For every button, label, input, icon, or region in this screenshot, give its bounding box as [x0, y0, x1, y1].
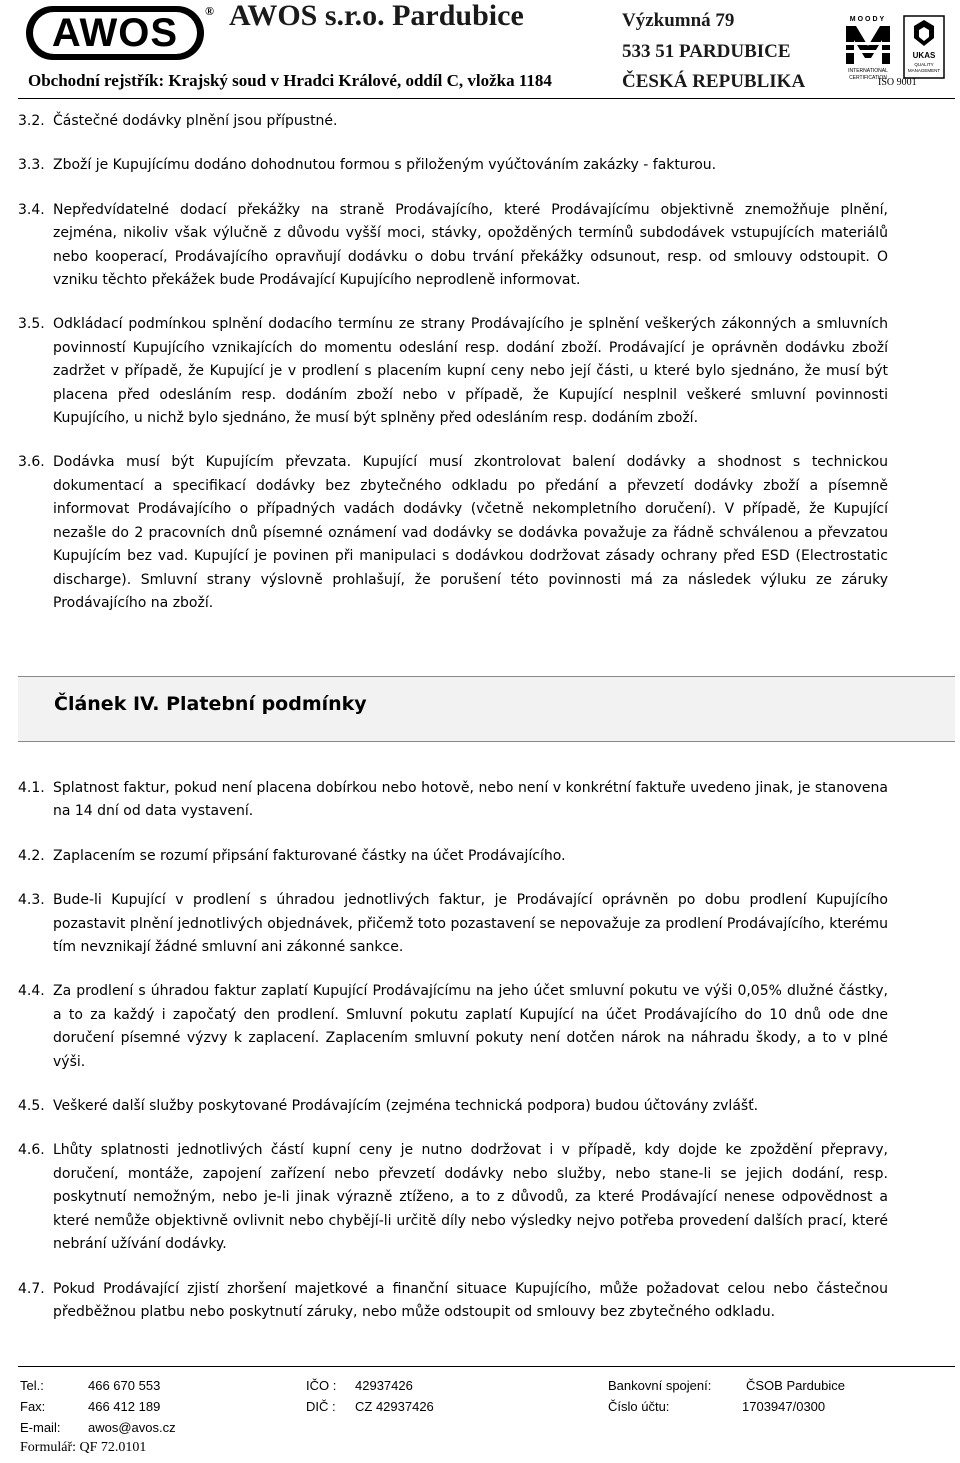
clause-text: Částečné dodávky plnění jsou přípustné. [53, 113, 338, 129]
cert-management-text: MANAGEMENT [907, 68, 941, 73]
clause-text: Zboží je Kupujícímu dodáno dohodnutou formou s přiloženým vyúčtováním zakázky - fakturou. [53, 157, 717, 174]
footer-rule [18, 1366, 955, 1367]
logo-text: AWOS [51, 11, 179, 55]
article-heading-box [18, 676, 955, 742]
clause-text: Za prodlení s úhradou faktur zaplatí Kupující Prodávajícímu na jeho účet smluvní pokutu ve výši 0,05% dlužné částky, a to za každý i započatý den prodlení. Smluvní pokutu zaplatí Kupující na účet Prodávajícího do 10 dnů ode dne doručení písemné výzvy k zaplacení. Zaplacením smluvní pokuty není dotčen nárok na náhradu škody, a to v plné výši. [53, 983, 888, 1070]
clause-number: 3.2. [18, 113, 45, 129]
clause-text: Zaplacením se rozumí připsání fakturované částky na účet Prodávajícího. [53, 847, 566, 864]
ico-label: IČO : [306, 1378, 337, 1393]
clause-number: 4.4. [18, 983, 45, 1000]
clause-4-4 [18, 980, 888, 1074]
clause-text: Veškeré další služby poskytované Prodávajícím (zejména technická podpora) budou účtovány zvlášť. [53, 1098, 759, 1115]
cert-ukas-text: UKAS [912, 51, 936, 60]
account-label: Číslo účtu: [608, 1399, 670, 1414]
clause-number: 4.3. [18, 892, 45, 909]
clause-number: 4.7. [18, 1280, 45, 1297]
registry-info: Obchodní rejstřík: Krajský soud v Hradci Králové, oddíl C, vložka 1184 [28, 71, 552, 90]
bank-value: ČSOB Pardubice [746, 1378, 845, 1393]
clause-3-6 [18, 451, 888, 615]
clause-4-1 [18, 777, 888, 824]
document-header [0, 0, 960, 98]
email-value: awos@avos.cz [88, 1420, 176, 1435]
dic-label: DIČ : [306, 1399, 336, 1414]
cert-certification-text: CERTIFICATION [849, 75, 887, 81]
address-street: Výzkumná 79 [622, 10, 735, 31]
clause-text: Odkládací podmínkou splnění dodacího termínu ze strany Prodávajícího je splnění veškerých zákonných a smluvních povinností Kupujícího vznikajících do momentu odeslání resp. dodání zboží. Prodávající je oprávněn dodávku zboží zadržet v případě, že Kupující je v prodlení s placením kupní ceny nebo její části, u které bylo sjednáno, že musí být placena před odesláním resp. dodáním zboží nebo v případě, že Kupující nesplnil veškeré smluvní povinnosti Kupujícího, u nichž bylo sjednáno, že musí být splněny před odesláním resp. dodáním zboží. [53, 316, 888, 427]
clause-4-6 [18, 1139, 888, 1256]
fax-label: Fax: [20, 1399, 46, 1414]
clause-3-2 [18, 110, 888, 133]
section-3-content [18, 110, 888, 636]
cert-moody-text: MOODY [849, 16, 887, 23]
clause-text: Dodávka musí být Kupujícím převzata. Kupující musí zkontrolovat balení dodávky a shodnost s technickou dokumentací a specifikací dodávky bez zbytečného odkladu po předání a převzetí dodávky zboží a písemně informovat Prodávajícího o případných vadách dodávky (včetně nekompletního doručení). V případě, že Kupující nezašle do 2 pracovních dnů písemné oznámení vad dodávky se dodávka považuje za řádně schválenou a převzatou Kupujícím bez vad. Kupující je povinen při manipulaci s dodávkou dodržovat zásady ochrany před ESD (Electrostatic discharge). Smluvní strany výslovně prohlašují, že porušení této povinnosti má za následek výluku ze záruky Prodávajícího na zboží. [53, 454, 888, 611]
clause-text: Bude-li Kupující v prodlení s úhradou jednotlivých faktur, je Prodávající oprávněn po dobu prodlení Kupujícího pozastavit plnění jednotlivých objednávek, přičemž toto pozastavení se nepovažuje za prodlení Prodávajícího, kterému tím nevznikají žádné smluvní ani zákonné sankce. [53, 892, 888, 956]
fax-value: 466 412 189 [88, 1399, 161, 1414]
account-value: 1703947/0300 [742, 1399, 826, 1414]
bank-label: Bankovní spojení: [608, 1378, 712, 1393]
clause-3-4 [18, 199, 888, 293]
clause-3-3 [18, 154, 888, 177]
tel-label: Tel.: [20, 1378, 44, 1393]
section-4-content [18, 777, 888, 1345]
ico-value: 42937426 [355, 1378, 413, 1393]
clause-number: 4.6. [18, 1142, 45, 1159]
awos-logo [25, 4, 205, 62]
article-title: Článek IV. Platební podmínky [54, 693, 367, 715]
registered-mark: ® [205, 4, 214, 18]
clause-4-5 [18, 1095, 888, 1118]
clause-4-2 [18, 845, 888, 868]
clause-text: Splatnost faktur, pokud není placena dobírkou nebo hotově, nebo není v konkrétní faktuře uvedeno jinak, je stanovena na 14 dní od data vystavení. [53, 780, 888, 820]
clause-text: Lhůty splatnosti jednotlivých částí kupní ceny je nutno dodržovat i v případě, kdy dojde ke zpoždění přepravy, doručení, montáže, zapojení zařízení nebo převzetí dodávky nebo služby, nebo stane-li se jejich dodání, resp. poskytnutí nemožným, nebo je-li jinak výrazně ztíženo, a to z důvodů, za které Prodávající nenese odpovědnost a které nemůže objektivně ovlivnit nebo chybějí-li určitě díly nebo výsledky nejvo potřeba provedení dalších prací, které nebrání užívání dodávky. [53, 1142, 888, 1253]
clause-4-3 [18, 889, 888, 959]
clause-text: Nepředvídatelné dodací překážky na straně Prodávajícího, které Prodávajícímu objektivně znemožňuje plnění, zejména, nikoliv však výlučně z důvodu vyšší moci, stávky, opožděných termínů subdodávek vstupujících materiálů nebo kooperací, Prodávajícího opravňují dodávku o dobu trvání překážky odsunout, resp. od smlouvy odstoupit. O vzniku těchto překážek bude Prodávající Kupujícího neprodleně informovat. [53, 201, 888, 289]
clause-number: 4.2. [18, 847, 45, 864]
dic-value: CZ 42937426 [355, 1399, 434, 1414]
clause-number: 3.6. [18, 454, 45, 471]
company-name: AWOS s.r.o. Pardubice [229, 0, 524, 32]
clause-number: 3.3. [18, 157, 45, 174]
clause-4-7 [18, 1278, 888, 1325]
cert-international-text: INTERNATIONAL [848, 68, 888, 74]
address-city: 533 51 PARDUBICE [622, 41, 791, 62]
cert-quality-text: QUALITY [914, 62, 934, 67]
email-label: E-mail: [20, 1420, 61, 1435]
clause-number: 3.4. [18, 201, 45, 218]
clause-number: 4.5. [18, 1098, 45, 1115]
tel-value: 466 670 553 [88, 1378, 161, 1393]
clause-number: 3.5. [18, 316, 45, 333]
clause-number: 4.1. [18, 780, 45, 796]
form-number: Formulář: QF 72.0101 [20, 1440, 147, 1455]
iso-label: ISO 9001 [878, 77, 917, 88]
address-country: ČESKÁ REPUBLIKA [622, 71, 806, 92]
clause-3-5 [18, 313, 888, 430]
clause-text: Pokud Prodávající zjistí zhoršení majetkové a finanční situace Kupujícího, může požadovat celou nebo částečnou předběžnou platbu nebo poskytnutí záruky, nebo může odstoupit od smlouvy bez zbytečného odkladu. [53, 1280, 888, 1320]
header-rule [18, 98, 955, 99]
